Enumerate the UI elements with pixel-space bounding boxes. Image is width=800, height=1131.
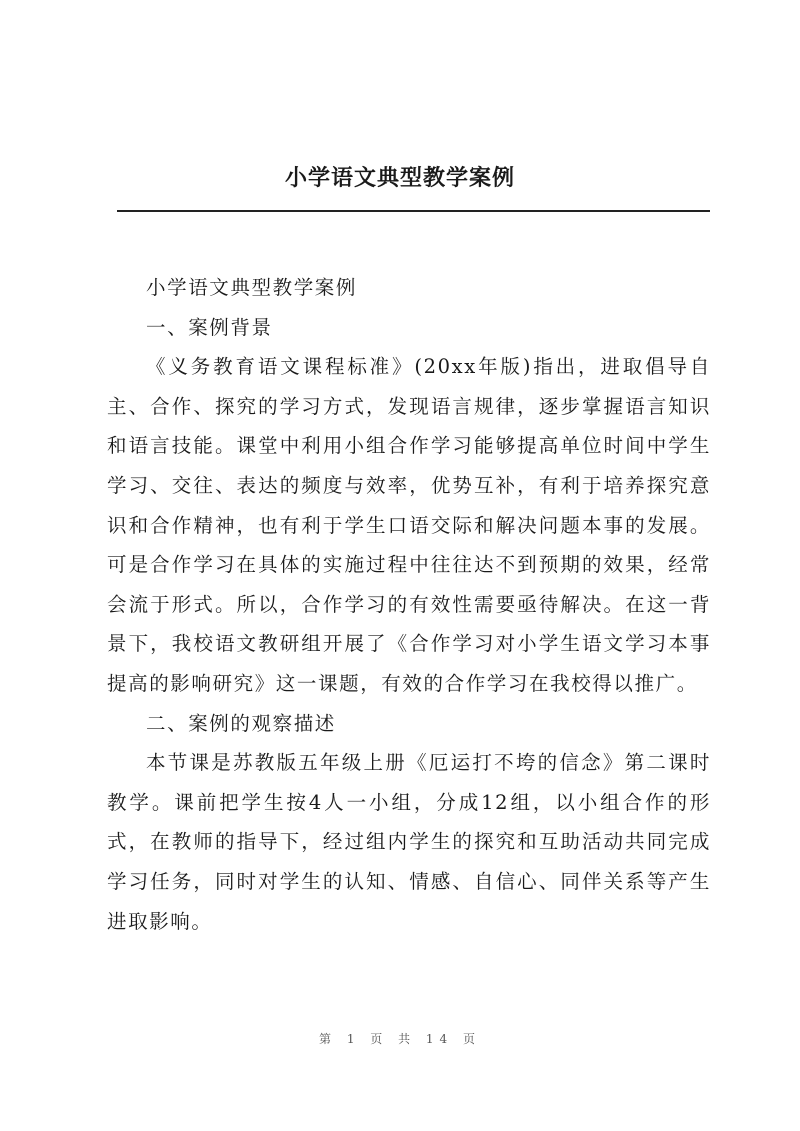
section-heading-observation: 二、案例的观察描述 — [146, 711, 336, 735]
title-underline — [117, 210, 710, 212]
section-heading-background: 一、案例背景 — [146, 315, 273, 339]
paragraph-heading: 小学语文典型教学案例 — [146, 276, 358, 299]
document-title: 小学语文典型教学案例 — [284, 165, 515, 191]
paragraph-observation: 本节课是苏教版五年级上册《厄运打不垮的信念》第二课时教学。课前把学生按4人一小组，分成12组，以小组合作的形式，在教师的指导下，经过组内学生的探究和互助活动共同完成学习任务，同时对学生的认知、情感、自信心、同伴关系等产生进取影响。 — [107, 751, 711, 933]
page-footer: 第 1 页 共 14 页 — [319, 1032, 481, 1046]
document-body — [107, 268, 711, 941]
paragraph-background: 《义务教育语文课程标准》(20xx年版)指出，进取倡导自主、合作、探究的学习方式，发现语言规律，逐步掌握语言知识和语言技能。课堂中利用小组合作学习能够提高单位时间中学生学习、交往、表达的频度与效率，优势互补，有利于培养探究意识和合作精神，也有利于学生口语交际和解决问题本事的发展。可是合作学习在具体的实施过程中往往达不到预期的效果，经常会流于形式。所以，合作学习的有效性需要亟待解决。在这一背景下，我校语文教研组开展了《合作学习对小学生语文学习本事提高的影响研究》这一课题，有效的合作学习在我校得以推广。 — [107, 355, 711, 695]
